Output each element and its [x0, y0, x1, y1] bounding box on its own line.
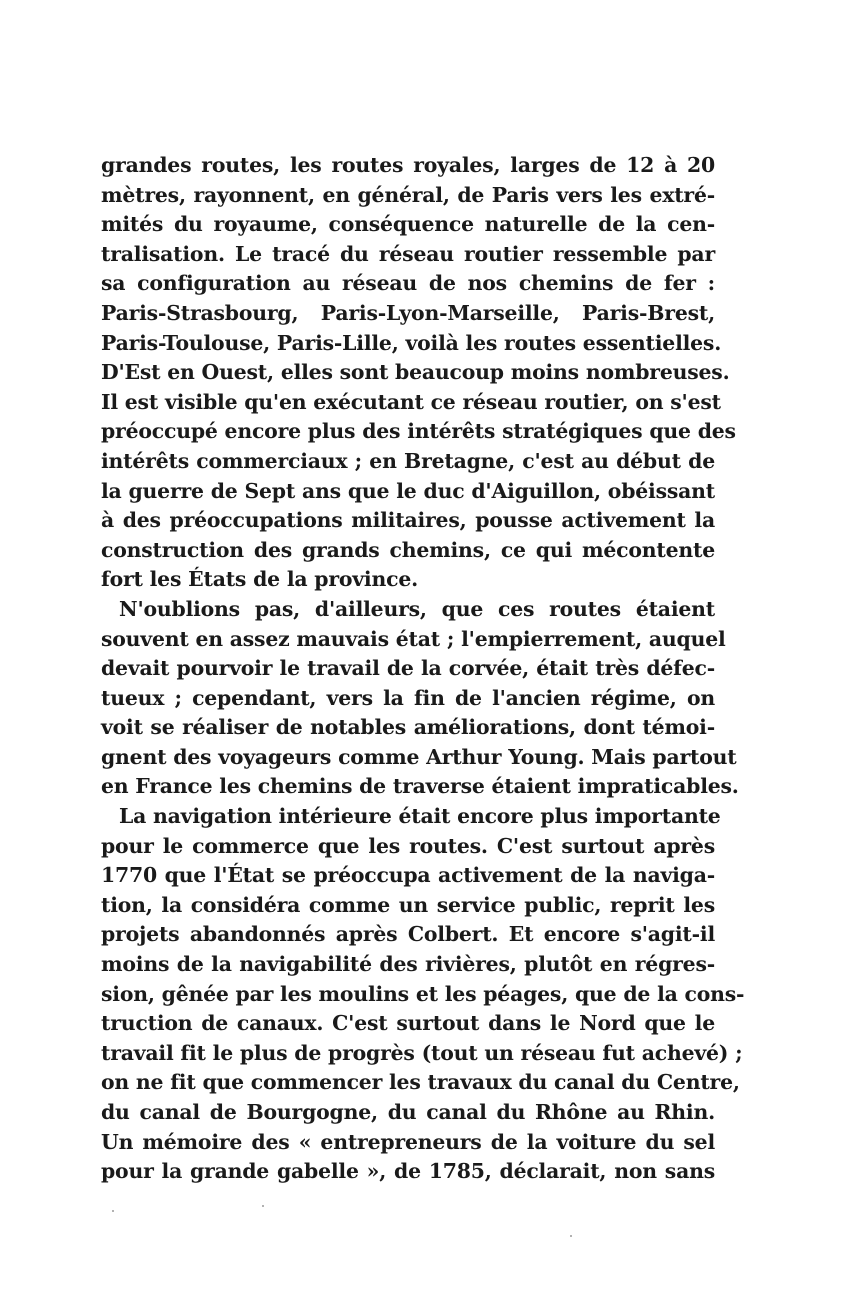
text-line: projets abandonnés après Colbert. Et encore s'agit-il: [101, 922, 715, 947]
page-text: [101, 151, 745, 1187]
text-line: N'oublions pas, d'ailleurs, que ces routes étaient: [119, 596, 715, 621]
text-line: tion, la considéra comme un service public, reprit les: [101, 892, 715, 917]
text-line: en France les chemins de traverse étaient impraticables.: [101, 774, 739, 799]
text-line: fort les États de la province.: [101, 567, 418, 592]
scan-speck: [570, 1235, 572, 1237]
text-line: grandes routes, les routes royales, larges de 12 à 20: [101, 153, 715, 177]
text-line: sa configuration au réseau de nos chemins de fer :: [101, 271, 715, 296]
text-line: La navigation intérieure était encore plus importante: [119, 804, 721, 829]
text-line: gnent des voyageurs comme Arthur Young. Mais partout: [101, 744, 737, 769]
text-line: truction de canaux. C'est surtout dans le Nord que le: [101, 1011, 715, 1036]
text-line: Il est visible qu'en exécutant ce réseau routier, on s'est: [101, 389, 721, 414]
text-line: à des préoccupations militaires, pousse activement la: [101, 508, 715, 533]
text-line: tralisation. Le tracé du réseau routier ressemble par: [101, 241, 715, 266]
text-line: pour le commerce que les routes. C'est surtout après: [101, 833, 715, 858]
scan-speck: [112, 1210, 114, 1212]
text-line: tueux ; cependant, vers la fin de l'ancien régime, on: [101, 685, 715, 710]
text-line: sion, gênée par les moulins et les péages, que de la cons-: [101, 981, 745, 1006]
text-line: D'Est en Ouest, elles sont beaucoup moins nombreuses.: [101, 360, 730, 385]
text-line: voit se réaliser de notables améliorations, dont témoi-: [101, 715, 715, 740]
text-line: devait pourvoir le travail de la corvée, était très défec-: [101, 656, 715, 681]
text-line: souvent en assez mauvais état ; l'empierrement, auquel: [101, 626, 726, 651]
text-line: mités du royaume, conséquence naturelle de la cen-: [101, 212, 715, 237]
text-line: Paris-Toulouse, Paris-Lille, voilà les routes essentielles.: [101, 330, 722, 355]
text-line: préoccupé encore plus des intérêts stratégiques que des: [101, 419, 736, 444]
text-line: travail fit le plus de progrès (tout un réseau fut achevé) ;: [101, 1040, 743, 1065]
text-line: Paris-Strasbourg, Paris-Lyon-Marseille, Paris-Brest,: [101, 300, 715, 325]
text-line: on ne fit que commencer les travaux du canal du Centre,: [101, 1070, 740, 1095]
text-line: du canal de Bourgogne, du canal du Rhône au Rhin.: [101, 1100, 715, 1124]
text-line: 1770 que l'État se préoccupa activement de la naviga-: [101, 863, 715, 888]
text-line: la guerre de Sept ans que le duc d'Aiguillon, obéissant: [101, 478, 715, 503]
scan-speck: [262, 1205, 264, 1207]
text-line: construction des grands chemins, ce qui mécontente: [101, 537, 715, 562]
text-line: Un mémoire des « entrepreneurs de la voiture du sel: [101, 1129, 715, 1154]
text-line: moins de la navigabilité des rivières, plutôt en régres-: [101, 952, 715, 977]
text-line: intérêts commerciaux ; en Bretagne, c'est au début de: [101, 448, 715, 473]
text-line: mètres, rayonnent, en général, de Paris vers les extré-: [101, 182, 715, 207]
text-line: pour la grande gabelle », de 1785, déclarait, non sans: [101, 1159, 715, 1184]
